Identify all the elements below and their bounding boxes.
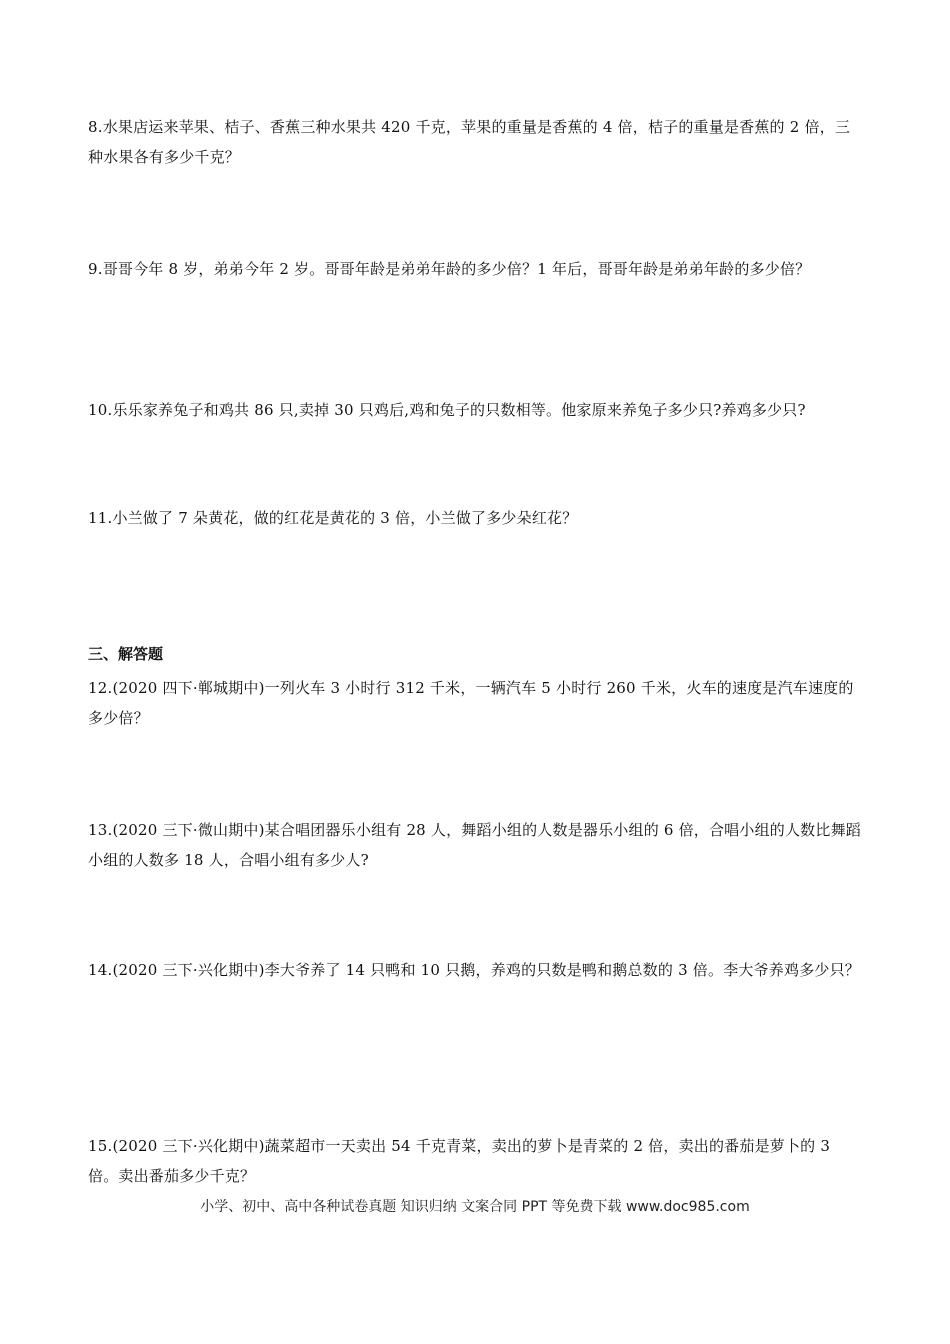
question-13: 13.(2020 三下·微山期中)某合唱团器乐小组有 28 人，舞蹈小组的人数是器乐小组的 6 倍，合唱小组的人数比舞蹈小组的人数多 18 人，合唱小组有多少人?: [88, 821, 861, 869]
question-9: 9.哥哥今年 8 岁，弟弟今年 2 岁。哥哥年龄是弟弟年龄的多少倍？1 年后，哥哥年龄是弟弟年龄的多少倍？: [88, 260, 811, 278]
question-11: 11.小兰做了 7 朵黄花，做的红花是黄花的 3 倍，小兰做了多少朵红花？: [88, 509, 578, 527]
section-title: 三、解答题: [88, 645, 164, 663]
footer-text: 小学、初中、高中各种试卷真题 知识归纳 文案合同 PPT 等免费下载 www.doc985.com: [200, 1199, 750, 1215]
question-10: 10.乐乐家养兔子和鸡共 86 只,卖掉 30 只鸡后,鸡和兔子的只数相等。他家原来养兔子多少只?养鸡多少只?: [88, 401, 806, 419]
question-15: 15.(2020 三下·兴化期中)蔬菜超市一天卖出 54 千克青菜，卖出的萝卜是青菜的 2 倍，卖出的番茄是萝卜的 3 倍。卖出番茄多少千克？: [88, 1137, 831, 1185]
question-14: 14.(2020 三下·兴化期中)李大爷养了 14 只鸭和 10 只鹅，养鸡的只数是鸭和鹅总数的 3 倍。李大爷养鸡多少只？: [88, 961, 860, 979]
question-8: 8.水果店运来苹果、桔子、香蕉三种水果共 420 千克，苹果的重量是香蕉的 4 倍，桔子的重量是香蕉的 2 倍，三种水果各有多少千克？: [88, 118, 851, 166]
question-12: 12.(2020 四下·郸城期中)一列火车 3 小时行 312 千米，一辆汽车 5 小时行 260 千米，火车的速度是汽车速度的多少倍？: [88, 679, 854, 727]
